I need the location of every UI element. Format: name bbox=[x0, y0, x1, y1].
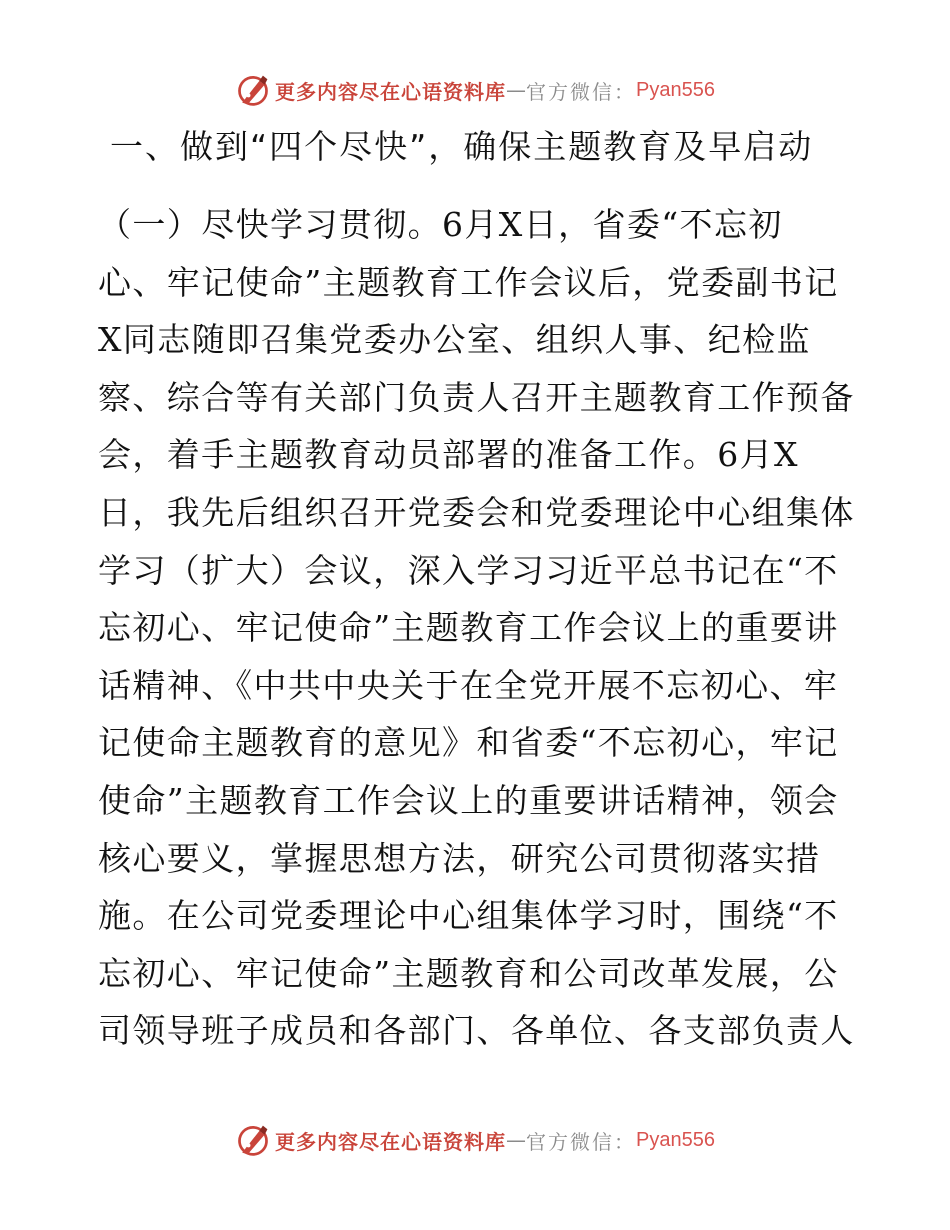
pen-logo-icon bbox=[235, 1122, 271, 1158]
banner-main-text: 更多内容尽在心语资料库 bbox=[275, 1129, 507, 1154]
paragraph-line: 使命”主题教育工作会议上的重要讲话精神，领会 bbox=[98, 780, 839, 820]
paragraph-line: 记使命主题教育的意见》和省委“不忘初心，牢记 bbox=[98, 723, 839, 763]
paragraph-line: 会，着手主题教育动员部署的准备工作。6月X bbox=[98, 435, 799, 475]
paragraph-line: 施。在公司党委理论中心组集体学习时，围绕“不 bbox=[98, 896, 839, 936]
footer-watermark-banner bbox=[0, 1120, 950, 1160]
paragraph-line: 日，我先后组织召开党委会和党委理论中心组集体 bbox=[98, 492, 855, 532]
banner-wechat-id: Pyan556 bbox=[636, 78, 715, 101]
paragraph-line: 察、综合等有关部门负责人召开主题教育工作预备 bbox=[98, 377, 855, 417]
banner-dash: — bbox=[506, 78, 527, 102]
paragraph-line: 学习（扩大）会议，深入学习习近平总书记在“不 bbox=[98, 550, 839, 590]
paragraph-line: 核心要义，掌握思想方法，研究公司贯彻落实措 bbox=[98, 838, 821, 878]
paragraph-line: X同志随即召集党委办公室、组织人事、纪检监 bbox=[98, 320, 811, 360]
paragraph-line: 话精神、《中共中央关于在全党开展不忘初心、牢 bbox=[98, 665, 839, 705]
banner-sub-text: 官方微信： bbox=[526, 79, 637, 104]
paragraph-line: 心、牢记使命”主题教育工作会议后，党委副书记 bbox=[98, 262, 839, 302]
paragraph-line: 司领导班子成员和各部门、各单位、各支部负责人 bbox=[98, 1011, 855, 1051]
section-heading: 一、做到“四个尽快”，确保主题教育及早启动 bbox=[110, 127, 814, 166]
header-watermark-banner bbox=[0, 70, 950, 110]
banner-sub-text: 官方微信： bbox=[526, 1129, 637, 1154]
body-paragraph bbox=[98, 196, 858, 1060]
banner-wechat-id: Pyan556 bbox=[636, 1128, 715, 1151]
paragraph-line: 忘初心、牢记使命”主题教育和公司改革发展，公 bbox=[98, 953, 839, 993]
banner-main-text: 更多内容尽在心语资料库 bbox=[275, 79, 507, 104]
banner-dash: — bbox=[506, 1128, 527, 1152]
pen-logo-icon bbox=[235, 72, 271, 108]
paragraph-line: （一）尽快学习贯彻。6月X日，省委“不忘初 bbox=[98, 205, 783, 244]
paragraph-line: 忘初心、牢记使命”主题教育工作会议上的重要讲 bbox=[98, 608, 839, 648]
